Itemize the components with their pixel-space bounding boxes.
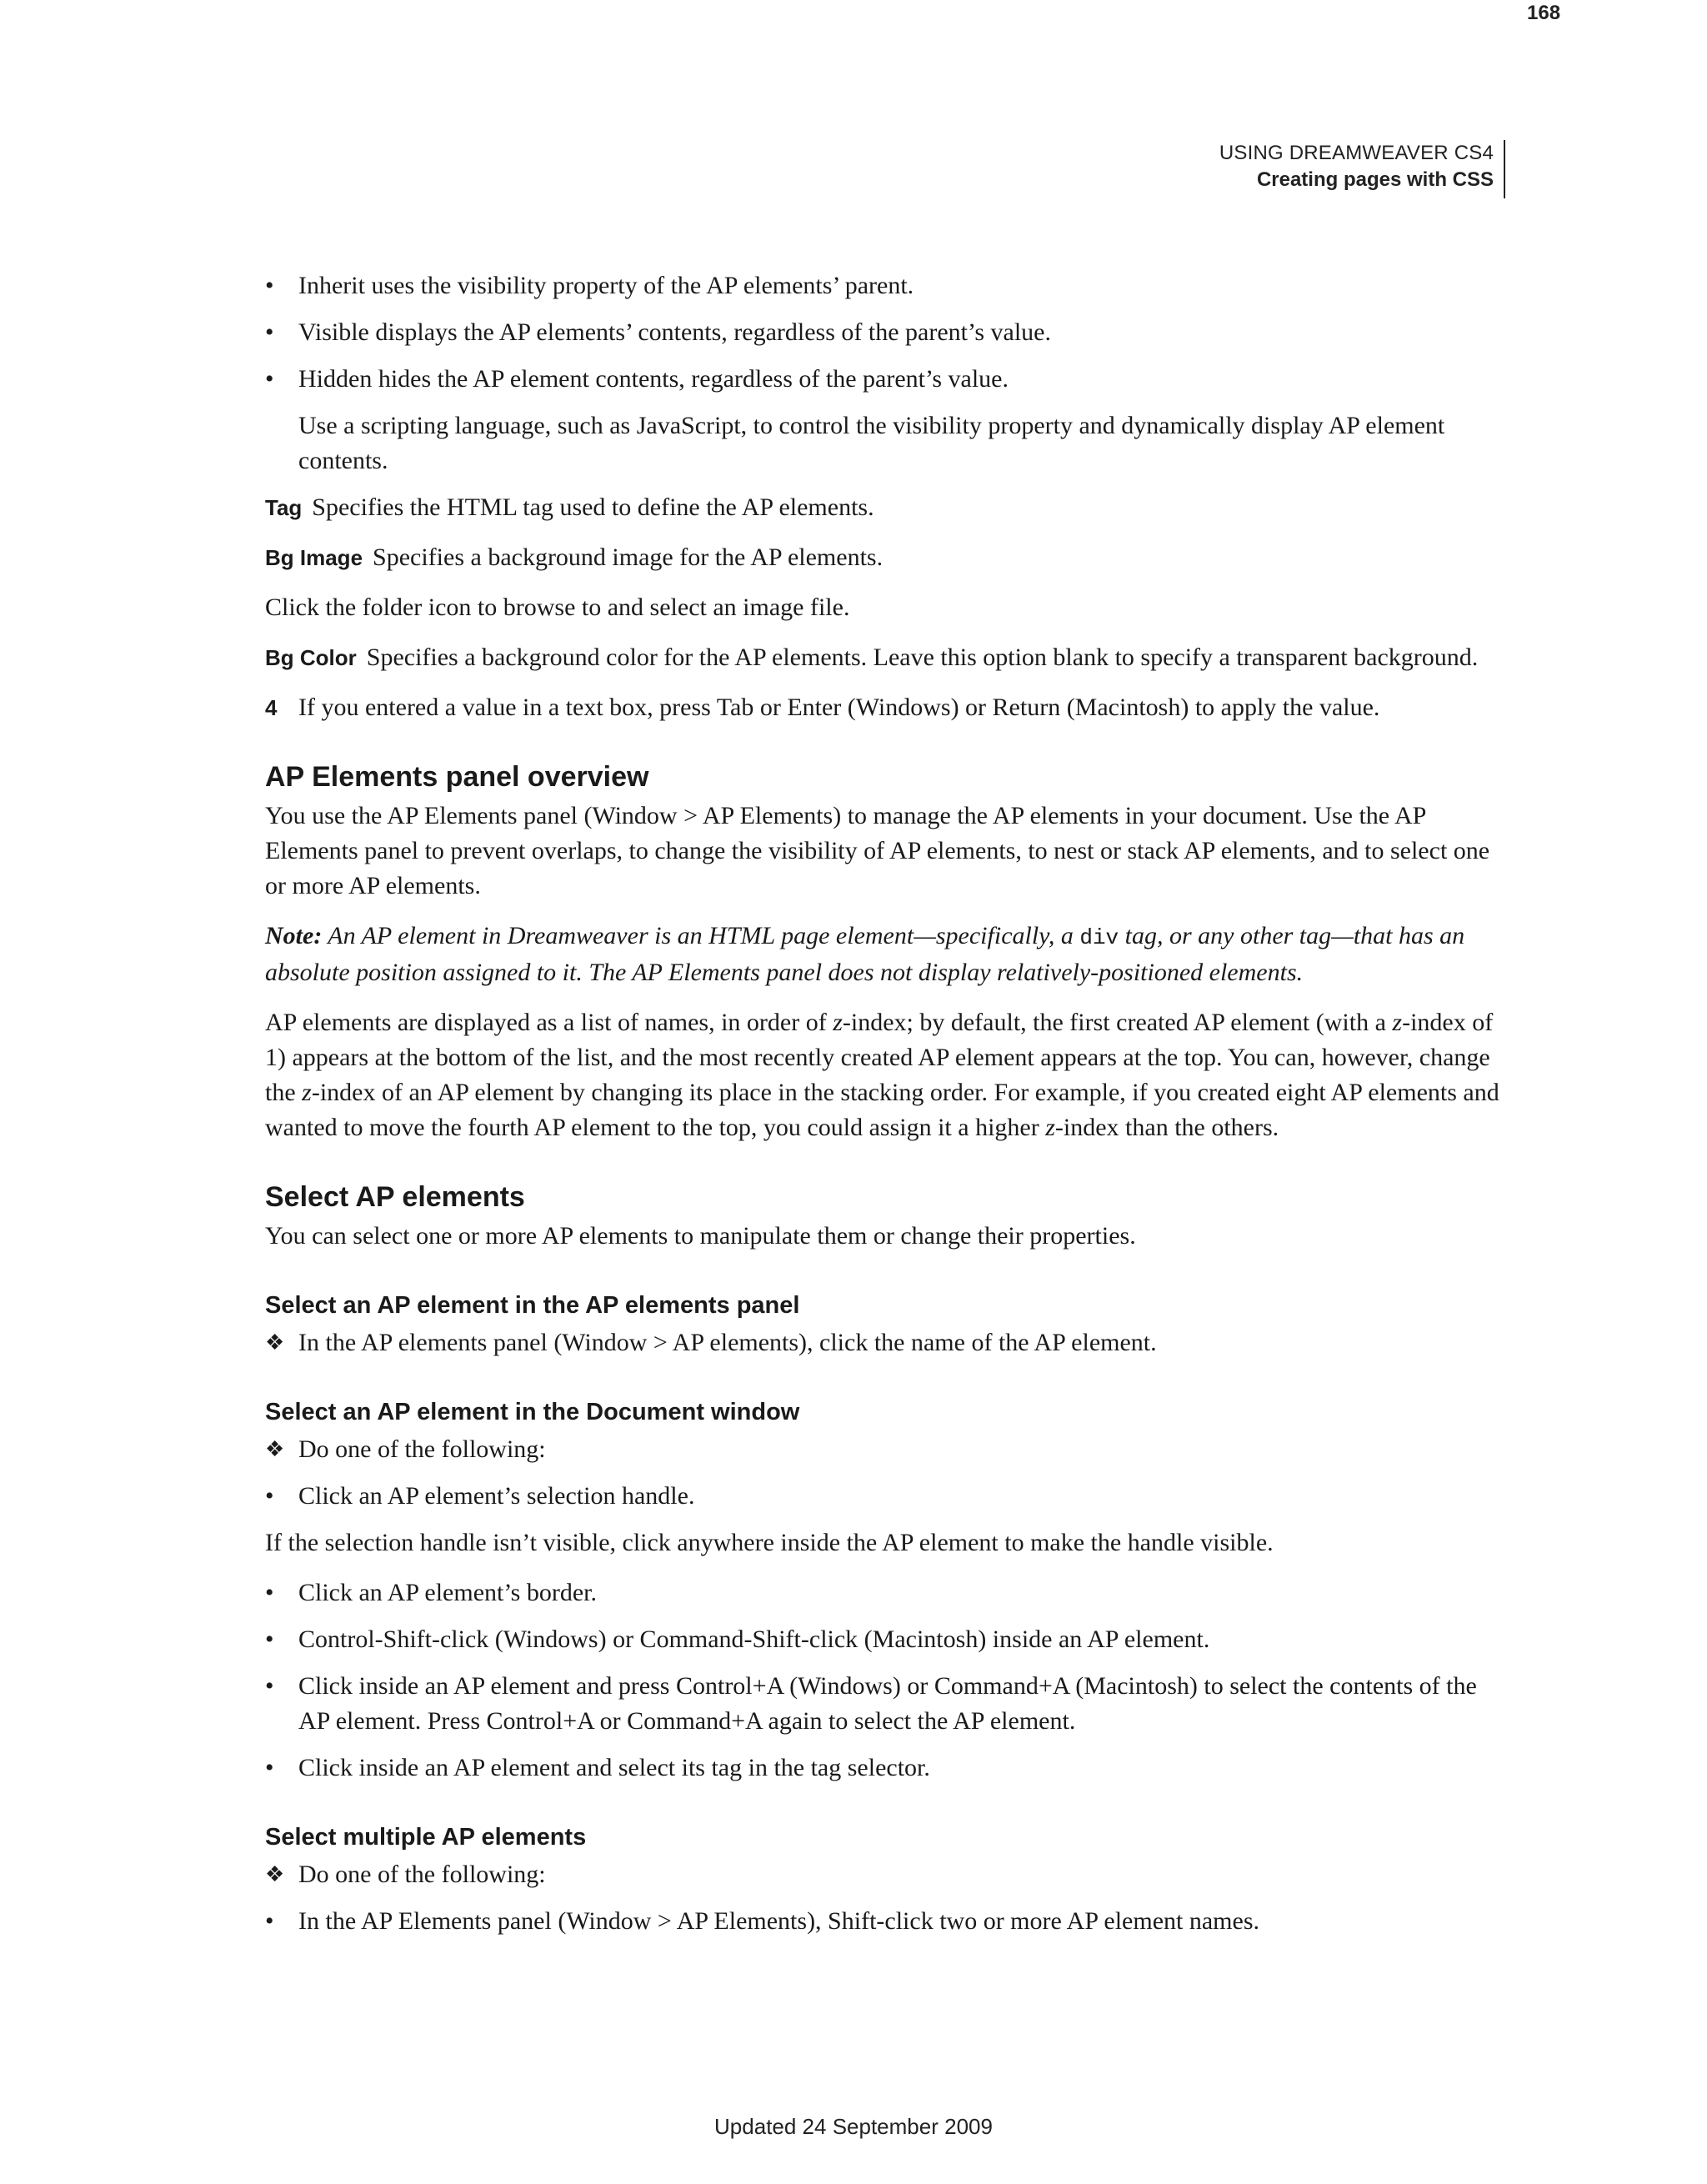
bullet-selection-handle: • Click an AP element’s selection handle.	[265, 1479, 1507, 1514]
option-term: Bg Color	[265, 645, 357, 670]
step-do-one-multiple: ❖ Do one of the following:	[265, 1857, 1507, 1892]
option-term: Bg Image	[265, 545, 363, 570]
option-tag	[265, 490, 1507, 525]
option-desc: Specifies a background image for the AP elements.	[373, 543, 884, 571]
z-italic: z	[302, 1079, 312, 1106]
footer-updated: Updated 24 September 2009	[714, 2114, 993, 2139]
option-desc: Specifies a background color for the AP elements. Leave this option blank to specify a transparent background.	[366, 644, 1479, 671]
folder-note: Click the folder icon to browse to and select an image file.	[265, 594, 850, 621]
step-text: If you entered a value in a text box, press Tab or Enter (Windows) or Return (Macintosh) to apply the value.	[298, 694, 1380, 721]
bullet-control-shift: • Control-Shift-click (Windows) or Command-Shift-click (Macintosh) inside an AP element.	[265, 1622, 1507, 1657]
step-do-one: ❖ Do one of the following:	[265, 1432, 1507, 1467]
bullet-inherit: • Inherit uses the visibility property of the AP elements’ parent.	[265, 268, 1507, 303]
text-run: AP elements are displayed as a list of names, in order of	[265, 1009, 833, 1036]
panel-intro: You use the AP Elements panel (Window > AP Elements) to manage the AP elements in your document. Use the AP Elements panel to prevent overlaps, to change the visibility of AP elements, to nest or stack AP elements, and to select one or more AP elements.	[265, 802, 1490, 899]
book-title: USING DREAMWEAVER CS4	[1219, 142, 1494, 164]
bullet-border: • Click an AP element’s border.	[265, 1575, 1507, 1610]
step-4	[265, 690, 1507, 725]
heading-select-in-document: Select an AP element in the Document window	[265, 1399, 800, 1425]
option-bg-color	[265, 640, 1507, 675]
option-desc: Specifies the HTML tag used to define the AP elements.	[312, 493, 874, 521]
option-bg-image	[265, 540, 1507, 575]
page-content	[265, 268, 1507, 1951]
select-intro: You can select one or more AP elements to manipulate them or change their properties.	[265, 1222, 1136, 1250]
text-run: -index than the others.	[1054, 1114, 1279, 1141]
bullet-visible: • Visible displays the AP elements’ contents, regardless of the parent’s value.	[265, 315, 1507, 350]
header-text-block	[1089, 140, 1505, 198]
note-label: Note:	[265, 922, 323, 949]
page-number: 168	[1527, 2, 1561, 24]
handle-note: If the selection handle isn’t visible, click anywhere inside the AP element to make the handle visible.	[265, 1529, 1274, 1556]
z-index-paragraph	[265, 1005, 1507, 1145]
chapter-title: Creating pages with CSS	[1256, 168, 1494, 191]
z-italic: z	[833, 1009, 843, 1036]
bullet-control-a: • Click inside an AP element and press Control+A (Windows) or Command+A (Macintosh) to select the contents of the AP element. Press Control+A or Command+A again to select the AP element.	[265, 1669, 1507, 1739]
z-italic: z	[1392, 1009, 1403, 1036]
note-text: An AP element in Dreamweaver is an HTML page element—specifically, a	[322, 922, 1080, 949]
heading-select-multiple: Select multiple AP elements	[265, 1824, 587, 1851]
note-text: tag, or any other tag—that has an absolute position assigned to it. The AP Elements panel does not display relatively-positioned elements.	[265, 922, 1465, 986]
heading-select-ap-elements: Select AP elements	[265, 1181, 525, 1213]
text-run: -index; by default, the first created AP element (with a	[842, 1009, 1393, 1036]
option-term: Tag	[265, 495, 303, 520]
bullet-tag-selector: • Click inside an AP element and select its tag in the tag selector.	[265, 1751, 1507, 1786]
z-italic: z	[1045, 1114, 1055, 1141]
step-number: 4	[265, 695, 278, 720]
heading-select-in-panel: Select an AP element in the AP elements panel	[265, 1292, 800, 1319]
text-run: -index of 1) appears at the bottom of the list, and the most recently created AP element appears at the top. You can, however, change the	[265, 1009, 1494, 1106]
div-code: div	[1079, 925, 1119, 950]
text-run: -index of an AP element by changing its place in the stacking order. For example, if you created eight AP elements and wanted to move the fourth AP element to the top, you could assign it a higher	[265, 1079, 1499, 1141]
bullet-hidden: • Hidden hides the AP element contents, regardless of the parent’s value.	[265, 362, 1507, 397]
heading-ap-elements-panel: AP Elements panel overview	[265, 761, 649, 793]
visibility-note: Use a scripting language, such as JavaScript, to control the visibility property and dynamically display AP element contents.	[298, 412, 1445, 474]
note-paragraph	[265, 919, 1507, 990]
bullet-shift-click: • In the AP Elements panel (Window > AP Elements), Shift-click two or more AP element names.	[265, 1904, 1507, 1939]
step-select-in-panel: ❖ In the AP elements panel (Window > AP elements), click the name of the AP element.	[265, 1325, 1507, 1360]
